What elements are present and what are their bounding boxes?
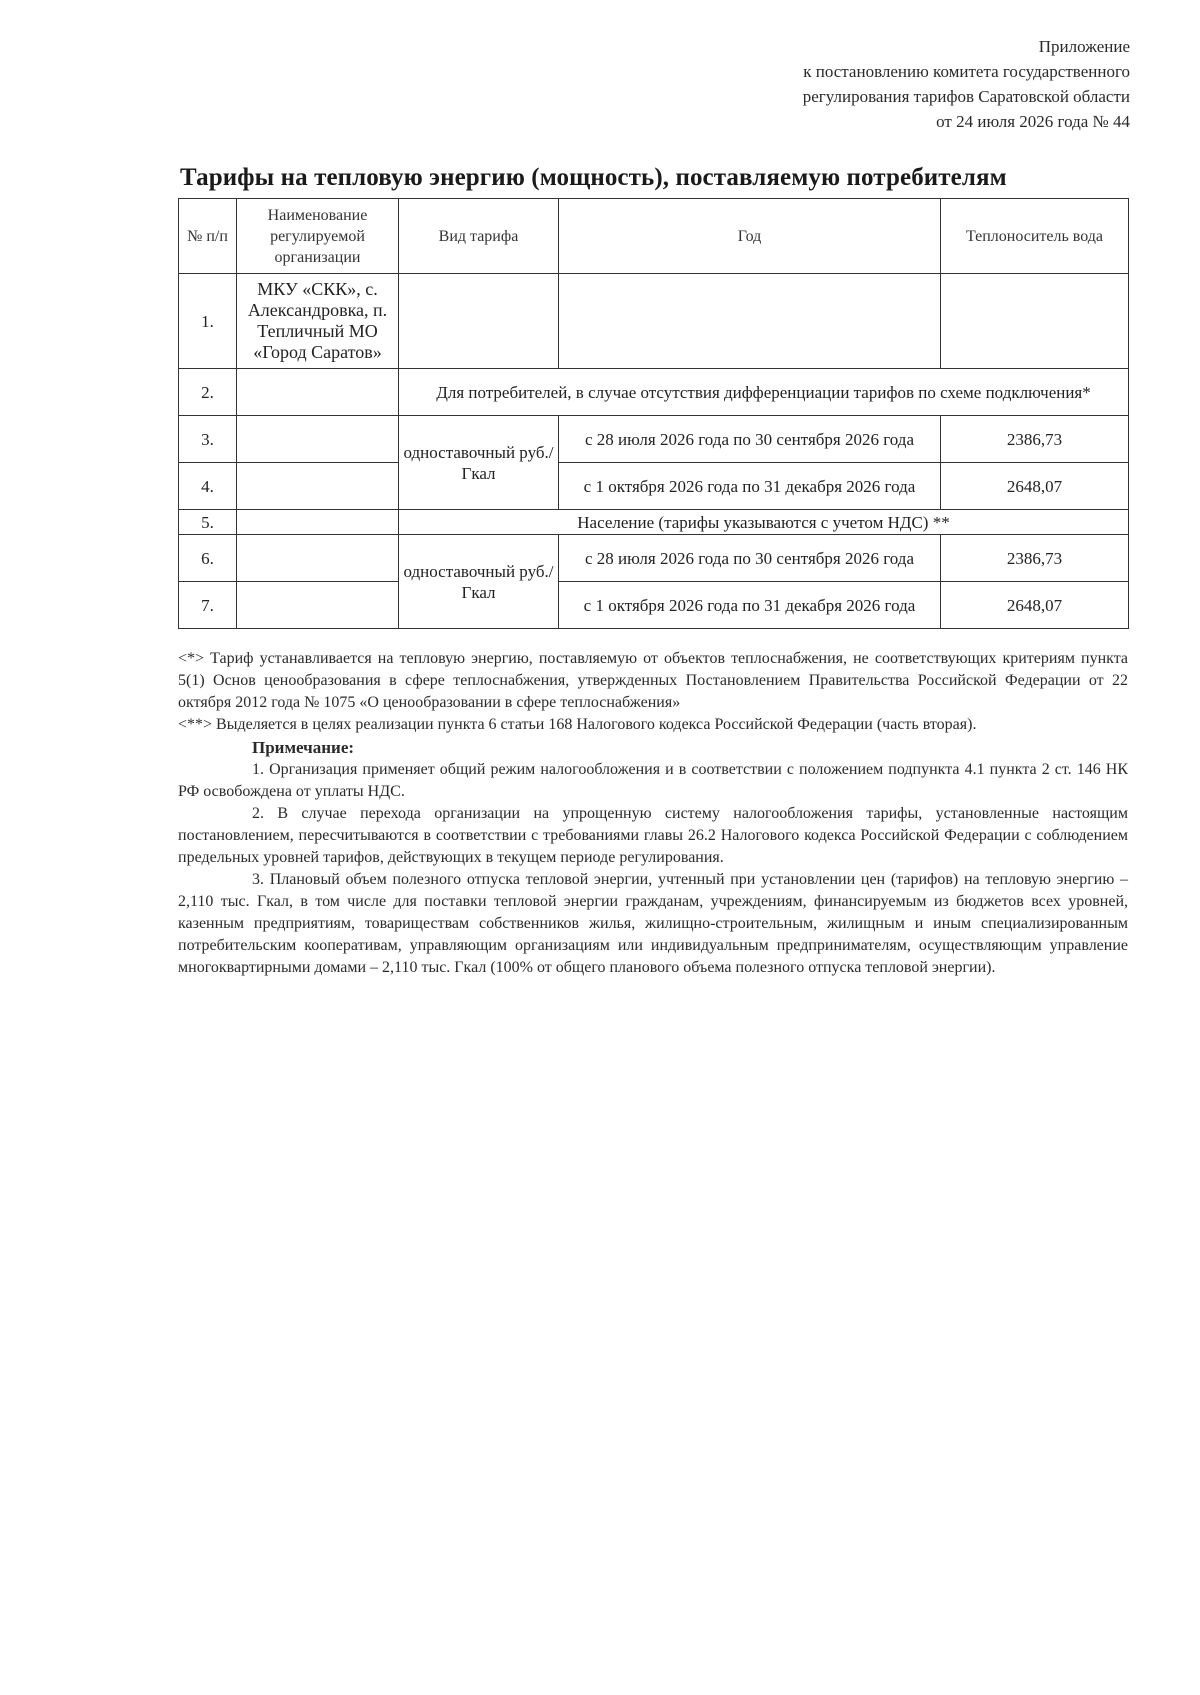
empty-cell — [237, 510, 399, 535]
empty-cell — [237, 416, 399, 463]
approval-header — [803, 34, 1130, 134]
footnotes-section — [178, 648, 1128, 979]
empty-cell — [399, 274, 559, 369]
organization-name: МКУ «СКК», с. Александровка, п. Тепличный МО «Город Саратов» — [237, 274, 399, 369]
table-row — [179, 535, 1129, 582]
row-number: 6. — [179, 535, 237, 582]
note-item-3: 3. Плановый объем полезного отпуска тепловой энергии, учтенный при установлении цен (тарифов) на тепловую энергию – 2,110 тыс. Гкал, в том числе для поставки тепловой энергии гражданам, учреждениям, финансируемым из бюджетов всех уровней, казенным предприятиям, товариществам собственников жилья, жилищно-строительным, жилищным и иным специализированным потребительским кооперативам, управляющим организациям или индивидуальным предпринимателям, осуществляющим управление многоквартирными домами – 2,110 тыс. Гкал (100% от общего планового объема полезного отпуска тепловой энергии). — [178, 871, 1128, 976]
empty-cell — [237, 535, 399, 582]
empty-cell — [237, 369, 399, 416]
row-number: 4. — [179, 463, 237, 510]
row-number: 5. — [179, 510, 237, 535]
header-line: от 24 июля 2026 года № 44 — [936, 112, 1130, 131]
header-line: регулирования тарифов Саратовской области — [802, 87, 1130, 106]
empty-cell — [237, 463, 399, 510]
tariff-value: 2386,73 — [941, 535, 1129, 582]
row-number: 1. — [179, 274, 237, 369]
empty-cell — [237, 582, 399, 629]
header-carrier: Теплоноситель вода — [941, 199, 1129, 274]
header-line: к постановлению комитета государственного — [803, 62, 1130, 81]
note-item-2: 2. В случае перехода организации на упрощенную систему налогообложения тарифы, установленные настоящим постановлением, пересчитываются в соответствии с требованиями главы 26.2 Налогового кодекса Российской Федерации с соблюдением предельных уровней тарифов, действующих в текущем периоде регулирования. — [178, 805, 1128, 866]
period-cell: с 28 июля 2026 года по 30 сентября 2026 года — [559, 416, 941, 463]
row-number: 2. — [179, 369, 237, 416]
footnote-2: <**> Выделяется в целях реализации пункта 6 статьи 168 Налогового кодекса Российской Федерации (часть вторая). — [178, 716, 977, 733]
tariff-type-cell: одноставочный руб./Гкал — [399, 535, 559, 629]
table-header-row — [179, 199, 1129, 274]
tariff-value: 2386,73 — [941, 416, 1129, 463]
table-row — [179, 416, 1129, 463]
section-label: Для потребителей, в случае отсутствия дифференциации тарифов по схеме подключения* — [399, 369, 1129, 416]
header-org: Наименование регулируемой организации — [237, 199, 399, 274]
table-row — [179, 582, 1129, 629]
footnote-1: <*> Тариф устанавливается на тепловую энергию, поставляемую от объектов теплоснабжения, не соответствующих критериям пункта 5(1) Основ ценообразования в сфере теплоснабжения, утвержденных Постановлением Правительства Российской Федерации от 22 октября 2012 года № 1075 «О ценообразовании в сфере теплоснабжения» — [178, 650, 1128, 711]
header-num: № п/п — [179, 199, 237, 274]
period-cell: с 1 октября 2026 года по 31 декабря 2026 года — [559, 463, 941, 510]
empty-cell — [559, 274, 941, 369]
row-number: 3. — [179, 416, 237, 463]
empty-cell — [941, 274, 1129, 369]
table-row — [179, 463, 1129, 510]
tariff-table — [178, 198, 1129, 629]
table-row — [179, 274, 1129, 369]
period-cell: с 1 октября 2026 года по 31 декабря 2026 года — [559, 582, 941, 629]
table-row — [179, 510, 1129, 535]
notes-heading: Примечание: — [252, 738, 355, 757]
document-title: Тарифы на тепловую энергию (мощность), поставляемую потребителям — [180, 164, 1007, 191]
period-cell: с 28 июля 2026 года по 30 сентября 2026 года — [559, 535, 941, 582]
header-year: Год — [559, 199, 941, 274]
note-item-1: 1. Организация применяет общий режим налогообложения и в соответствии с положением подпункта 4.1 пункта 2 ст. 146 НК РФ освобождена от уплаты НДС. — [178, 761, 1128, 800]
header-tariff-type: Вид тарифа — [399, 199, 559, 274]
header-line: Приложение — [1038, 37, 1130, 56]
tariff-type-cell: одноставочный руб./Гкал — [399, 416, 559, 510]
row-number: 7. — [179, 582, 237, 629]
table-row — [179, 369, 1129, 416]
tariff-value: 2648,07 — [941, 582, 1129, 629]
tariff-value: 2648,07 — [941, 463, 1129, 510]
section-label: Население (тарифы указываются с учетом НДС) ** — [399, 510, 1129, 535]
